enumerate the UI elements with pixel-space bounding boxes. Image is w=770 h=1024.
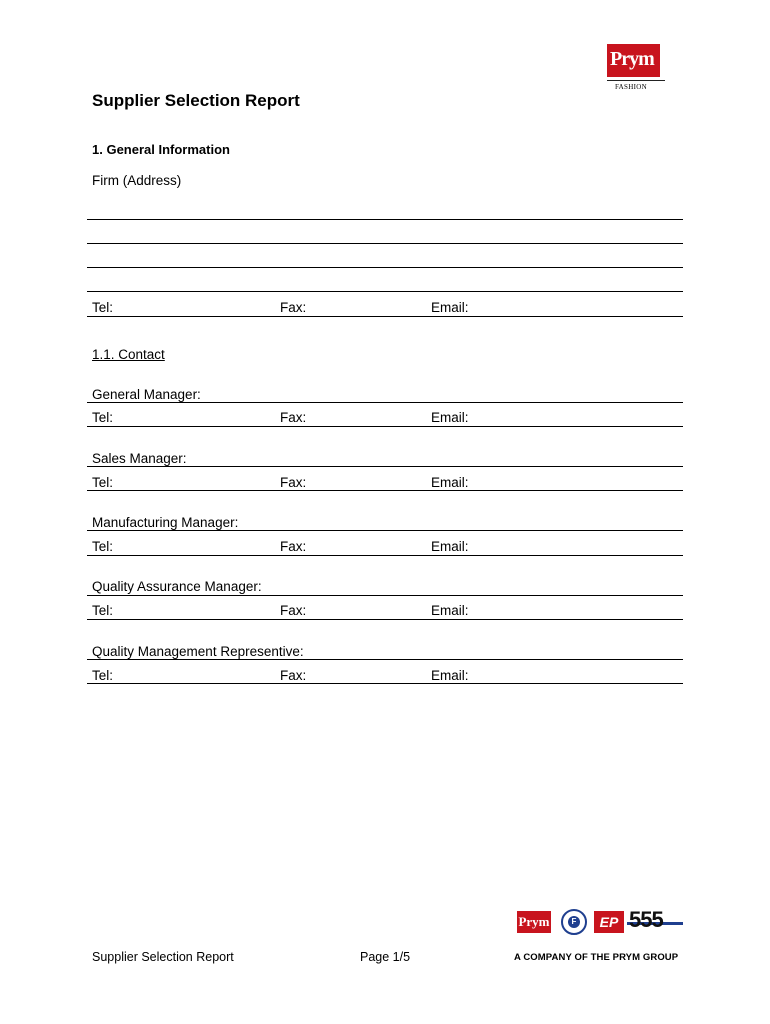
role-general-manager: General Manager: <box>92 387 201 402</box>
section-heading-general-info: 1. General Information <box>92 142 230 157</box>
gm-fax-label: Fax: <box>280 410 307 425</box>
555-brand-logo: 555 <box>629 907 663 932</box>
page-title: Supplier Selection Report <box>92 91 300 110</box>
address-line-1[interactable] <box>87 219 683 220</box>
qa-contact-line[interactable] <box>87 619 683 620</box>
qmr-tel-label: Tel: <box>92 668 114 683</box>
firm-email-label: Email: <box>431 300 469 315</box>
gm-tel-label: Tel: <box>92 410 114 425</box>
role-sales-manager: Sales Manager: <box>92 451 187 466</box>
gm-email-label: Email: <box>431 410 469 425</box>
address-line-4[interactable] <box>87 291 683 292</box>
prym-logo-text: Prym <box>610 48 654 70</box>
qa-email-label: Email: <box>431 603 469 618</box>
circle-brand-logo <box>561 909 587 935</box>
prym-logo-box <box>607 44 660 77</box>
sm-fax-label: Fax: <box>280 475 307 490</box>
general-manager-line[interactable] <box>87 402 683 403</box>
sm-email-label: Email: <box>431 475 469 490</box>
circle-brand-letter: F <box>568 916 580 928</box>
mm-fax-label: Fax: <box>280 539 307 554</box>
sm-contact-line[interactable] <box>87 490 683 491</box>
prym-brand-logo: Prym <box>517 911 551 933</box>
firm-address-label: Firm (Address) <box>92 173 182 188</box>
footer-page-number: Page 1/5 <box>360 950 411 964</box>
qa-manager-line[interactable] <box>87 595 683 596</box>
manufacturing-manager-line[interactable] <box>87 530 683 531</box>
role-qm-representative: Quality Management Representive: <box>92 644 304 659</box>
sales-manager-line[interactable] <box>87 466 683 467</box>
prym-fashion-logo <box>607 44 665 92</box>
gm-contact-line[interactable] <box>87 426 683 427</box>
role-manufacturing-manager: Manufacturing Manager: <box>92 515 239 530</box>
qm-representative-line[interactable] <box>87 659 683 660</box>
firm-fax-label: Fax: <box>280 300 307 315</box>
ep-brand-logo: EP <box>594 911 624 933</box>
section-heading-contact: 1.1. Contact <box>92 347 165 362</box>
footer-document-title: Supplier Selection Report <box>92 950 234 964</box>
role-qa-manager: Quality Assurance Manager: <box>92 579 262 594</box>
mm-tel-label: Tel: <box>92 539 114 554</box>
fashion-label: FASHION <box>615 83 647 91</box>
qmr-fax-label: Fax: <box>280 668 307 683</box>
qmr-email-label: Email: <box>431 668 469 683</box>
sm-tel-label: Tel: <box>92 475 114 490</box>
mm-email-label: Email: <box>431 539 469 554</box>
group-brand-logos <box>517 909 683 939</box>
address-line-3[interactable] <box>87 267 683 268</box>
firm-contact-line[interactable] <box>87 316 683 317</box>
footer-company-tagline: A COMPANY OF THE PRYM GROUP <box>514 952 679 963</box>
mm-contact-line[interactable] <box>87 555 683 556</box>
firm-tel-label: Tel: <box>92 300 114 315</box>
qa-tel-label: Tel: <box>92 603 114 618</box>
qmr-contact-line[interactable] <box>87 683 683 684</box>
qa-fax-label: Fax: <box>280 603 307 618</box>
address-line-2[interactable] <box>87 243 683 244</box>
logo-divider <box>607 80 665 81</box>
